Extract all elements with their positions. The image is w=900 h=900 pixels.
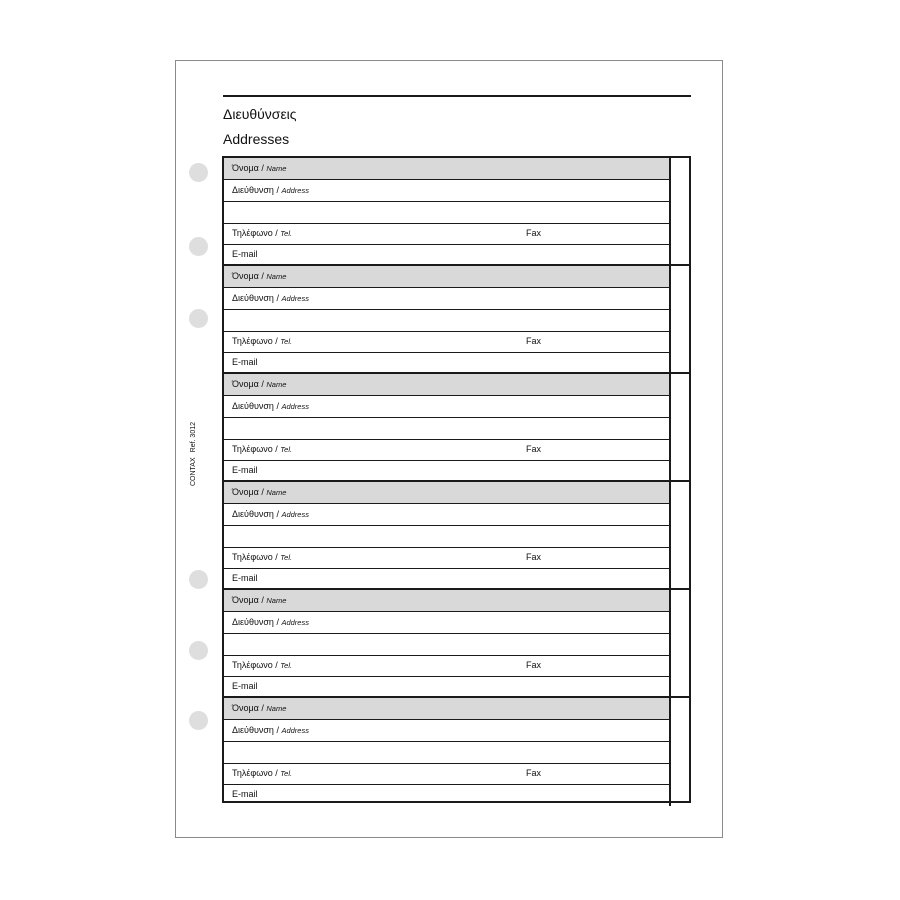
side-reference <box>189 394 198 514</box>
name-row[interactable] <box>224 590 669 612</box>
address-form <box>222 156 691 803</box>
address-label: Διεύθυνση / Address <box>232 617 309 627</box>
side-column-rule <box>669 482 671 590</box>
address-entry <box>224 696 689 806</box>
email-row[interactable] <box>224 568 669 590</box>
page-title-greek: Διευθύνσεις <box>223 106 297 122</box>
side-brand: CONTAX <box>190 457 197 487</box>
fax-label: Fax <box>526 444 542 454</box>
binder-hole <box>189 237 208 256</box>
name-label: Όνομα / Name <box>232 703 287 713</box>
side-ref: Ref. 3012 <box>190 422 197 453</box>
side-column-rule <box>669 698 671 806</box>
address-line-2[interactable] <box>224 418 669 440</box>
page-title-english: Addresses <box>223 131 290 147</box>
email-label: E-mail <box>232 249 258 259</box>
binder-hole <box>189 641 208 660</box>
address-row[interactable] <box>224 396 669 418</box>
address-entry <box>224 158 689 266</box>
email-label: E-mail <box>232 789 258 799</box>
tel-label: Τηλέφωνο / Tel. <box>232 768 293 778</box>
phone-row[interactable] <box>224 439 669 461</box>
address-line-2[interactable] <box>224 742 669 764</box>
phone-row[interactable] <box>224 223 669 245</box>
address-row[interactable] <box>224 720 669 742</box>
phone-row[interactable] <box>224 655 669 677</box>
binder-hole <box>189 163 208 182</box>
side-column-rule <box>669 158 671 266</box>
name-row[interactable] <box>224 482 669 504</box>
email-row[interactable] <box>224 352 669 374</box>
email-row[interactable] <box>224 784 669 806</box>
address-label: Διεύθυνση / Address <box>232 293 309 303</box>
address-entry <box>224 372 689 482</box>
name-row[interactable] <box>224 266 669 288</box>
address-label: Διεύθυνση / Address <box>232 509 309 519</box>
tel-label: Τηλέφωνο / Tel. <box>232 552 293 562</box>
binder-hole <box>189 309 208 328</box>
fax-label: Fax <box>526 228 542 238</box>
name-row[interactable] <box>224 158 669 180</box>
address-label: Διεύθυνση / Address <box>232 725 309 735</box>
email-label: E-mail <box>232 573 258 583</box>
name-label: Όνομα / Name <box>232 379 287 389</box>
name-label: Όνομα / Name <box>232 271 287 281</box>
side-column-rule <box>669 266 671 374</box>
name-row[interactable] <box>224 374 669 396</box>
address-row[interactable] <box>224 180 669 202</box>
email-row[interactable] <box>224 244 669 266</box>
email-label: E-mail <box>232 357 258 367</box>
tel-label: Τηλέφωνο / Tel. <box>232 444 293 454</box>
email-row[interactable] <box>224 676 669 698</box>
address-entry <box>224 264 689 374</box>
address-line-2[interactable] <box>224 202 669 224</box>
name-label: Όνομα / Name <box>232 163 287 173</box>
address-row[interactable] <box>224 612 669 634</box>
email-label: E-mail <box>232 465 258 475</box>
phone-row[interactable] <box>224 331 669 353</box>
fax-label: Fax <box>526 768 542 778</box>
address-row[interactable] <box>224 504 669 526</box>
address-line-2[interactable] <box>224 526 669 548</box>
phone-row[interactable] <box>224 763 669 785</box>
address-label: Διεύθυνση / Address <box>232 401 309 411</box>
address-line-2[interactable] <box>224 310 669 332</box>
side-column-rule <box>669 590 671 698</box>
binder-hole <box>189 570 208 589</box>
email-label: E-mail <box>232 681 258 691</box>
name-label: Όνομα / Name <box>232 487 287 497</box>
tel-label: Τηλέφωνο / Tel. <box>232 228 293 238</box>
address-row[interactable] <box>224 288 669 310</box>
address-line-2[interactable] <box>224 634 669 656</box>
address-entry <box>224 588 689 698</box>
binder-hole <box>189 711 208 730</box>
fax-label: Fax <box>526 660 542 670</box>
name-row[interactable] <box>224 698 669 720</box>
fax-label: Fax <box>526 336 542 346</box>
phone-row[interactable] <box>224 547 669 569</box>
title-rule <box>223 95 691 97</box>
name-label: Όνομα / Name <box>232 595 287 605</box>
side-column-rule <box>669 374 671 482</box>
tel-label: Τηλέφωνο / Tel. <box>232 660 293 670</box>
address-entry <box>224 480 689 590</box>
email-row[interactable] <box>224 460 669 482</box>
tel-label: Τηλέφωνο / Tel. <box>232 336 293 346</box>
address-label: Διεύθυνση / Address <box>232 185 309 195</box>
fax-label: Fax <box>526 552 542 562</box>
